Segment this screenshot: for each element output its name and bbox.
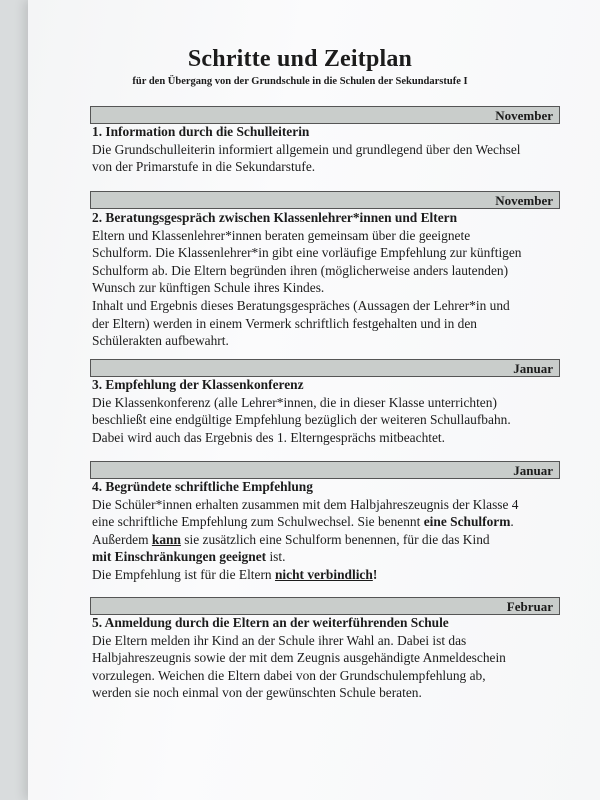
month-bar-4 [90, 461, 560, 479]
section-text-line: werden sie noch einmal von der gewünschten Schule beraten. [92, 685, 422, 701]
section-text-line [92, 531, 572, 549]
month-bar-1 [90, 106, 560, 124]
section-1 [92, 123, 572, 176]
text-run: sie zusätzlich eine Schulform benennen, für die das Kind [184, 531, 490, 547]
section-2 [92, 209, 572, 350]
month-bar-3 [90, 359, 560, 377]
section-text-line: Die Schüler*innen erhalten zusammen mit dem Halbjahreszeugnis der Klasse 4 [92, 496, 519, 512]
text-run: Die Empfehlung ist für die Eltern [92, 566, 272, 582]
section-text-line [92, 513, 572, 531]
text-run: ist. [269, 549, 286, 565]
text-run: eine schriftliche Empfehlung zum Schulwechsel. Sie benennt [92, 514, 421, 530]
month-label: Februar [506, 599, 553, 614]
section-5 [92, 614, 572, 702]
section-heading: 1. Information durch die Schulleiterin [92, 124, 310, 139]
section-heading: 2. Beratungsgespräch zwischen Klassenlehrer*innen und Eltern [92, 210, 458, 225]
section-heading: 5. Anmeldung durch die Eltern an der weiterführenden Schule [92, 615, 449, 630]
text-run: ! [372, 566, 378, 582]
section-text-line: Die Eltern melden ihr Kind an der Schule ihrer Wahl an. Dabei ist das [92, 632, 467, 648]
emphasis-nicht-verbindlich: nicht verbindlich [274, 566, 373, 582]
page-title: Schritte und Zeitplan [187, 46, 413, 72]
section-text-line: vorzulegen. Weichen die Eltern dabei von der Grundschulempfehlung ab, [92, 667, 486, 683]
text-run: . [510, 514, 514, 530]
section-text-line: Dabei wird auch das Ergebnis des 1. Elterngesprächs mitbeachtet. [92, 429, 446, 445]
section-3 [92, 376, 572, 446]
section-heading: 4. Begründete schriftliche Empfehlung [92, 479, 313, 494]
section-4 [92, 478, 572, 584]
section-text-line: Wunsch zur künftigen Schule ihres Kindes. [92, 280, 325, 296]
section-text-line: Schülerakten aufbewahrt. [92, 333, 229, 349]
section-text-line [92, 566, 572, 584]
month-label: Januar [513, 361, 553, 376]
section-text-line: von der Primarstufe in die Sekundarstufe. [92, 159, 316, 175]
page-subtitle: für den Übergang von der Grundschule in die Schulen der Sekundarstufe I [132, 76, 468, 87]
section-text-line: beschließt eine endgültige Empfehlung bezüglich der weiteren Schullaufbahn. [92, 412, 511, 428]
section-text-line: Die Grundschulleiterin informiert allgemein und grundlegend über den Wechsel [92, 141, 521, 157]
section-text-line: Inhalt und Ergebnis dieses Beratungsgespräches (Aussagen der Lehrer*in und [92, 297, 510, 313]
section-text-line: Eltern und Klassenlehrer*innen beraten gemeinsam über die geeignete [92, 227, 471, 243]
month-bar-5 [90, 597, 560, 615]
text-run: Außerdem [92, 531, 149, 547]
month-label: Januar [513, 463, 553, 478]
month-label: November [495, 108, 553, 123]
section-heading: 3. Empfehlung der Klassenkonferenz [92, 377, 304, 392]
section-text-line: Die Klassenkonferenz (alle Lehrer*innen, die in dieser Klasse unterrichten) [92, 394, 497, 410]
section-text-line: Schulform ab. Die Eltern begründen ihren (möglicherweise anders lautenden) [92, 262, 509, 278]
section-text-line: Schulform. Die Klassenlehrer*in gibt eine vorläufige Empfehlung zur künftigen [92, 245, 522, 261]
section-text-line: Halbjahreszeugnis sowie der mit dem Zeugnis ausgehändigte Anmeldeschein [92, 650, 506, 666]
emphasis-schulform: eine Schulform [423, 514, 511, 530]
section-text-line [92, 548, 572, 566]
month-bar-2 [90, 191, 560, 209]
section-text-line: der Eltern) werden in einem Vermerk schriftlich festgehalten und in den [92, 315, 477, 331]
emphasis-einschraenkungen: mit Einschränkungen geeignet [92, 549, 267, 565]
month-label: November [495, 193, 553, 208]
emphasis-kann: kann [151, 531, 181, 547]
